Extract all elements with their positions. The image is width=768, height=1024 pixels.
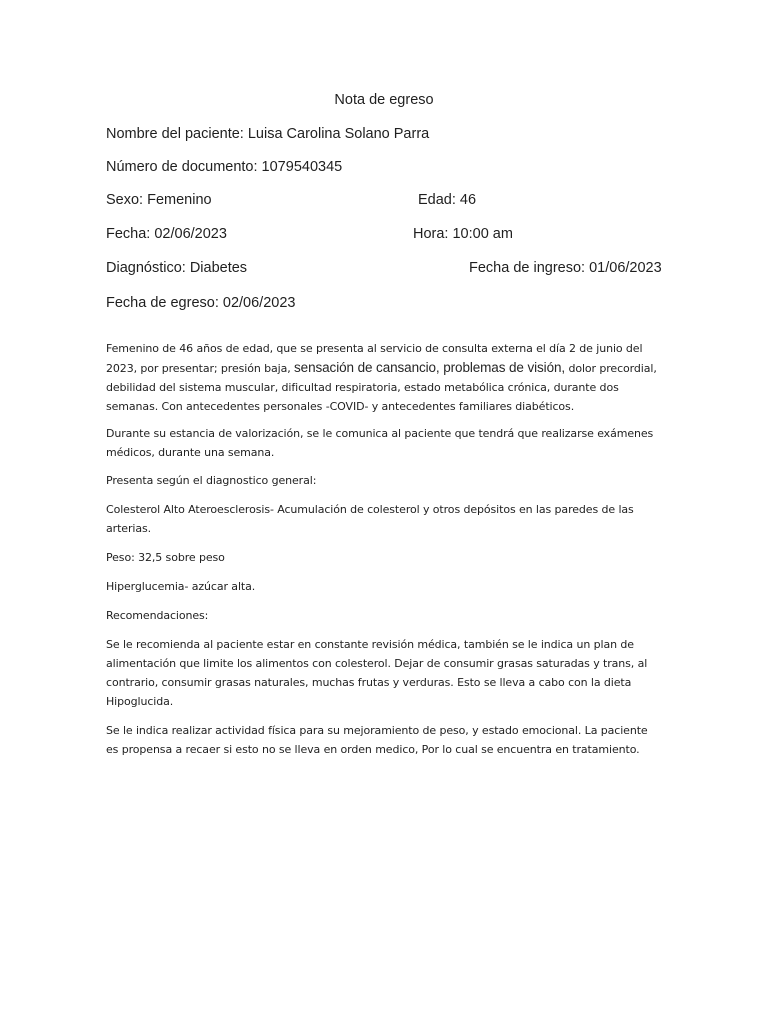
discharge-date: Fecha de egreso: 02/06/2023: [106, 295, 296, 311]
diagnosis: Diagnóstico: Diabetes: [106, 260, 248, 276]
admission-date: Fecha de ingreso: 01/06/2023: [469, 260, 662, 276]
hyperglycemia-text: Hiperglucemia- azúcar alta.: [106, 580, 256, 593]
paragraph-hyperglycemia: [106, 577, 662, 596]
history-text-symptoms: sensación de cansancio, problemas de visión,: [294, 360, 566, 375]
document-title: Nota de egreso: [334, 92, 434, 108]
note-date: Fecha: 02/06/2023: [106, 226, 227, 242]
paragraph-history: [106, 339, 662, 416]
stay-text: Durante su estancia de valorización, se le comunica al paciente que tendrá que realizarse exámenes médicos, durante una semana.: [106, 427, 654, 459]
paragraph-weight: [106, 548, 662, 567]
diagnosis-intro-text: Presenta según el diagnostico general:: [106, 474, 317, 487]
patient-age: Edad: 46: [418, 192, 477, 208]
patient-name: Nombre del paciente: Luisa Carolina Solano Parra: [106, 126, 430, 142]
note-time: Hora: 10:00 am: [413, 226, 513, 242]
recommendations-text: Se le recomienda al paciente estar en constante revisión médica, también se le indica un plan de alimentación que limite los alimentos con colesterol. Dejar de consumir grasas saturadas y trans, al contrario, consumir grasas naturales, muchas frutas y verduras. Esto se lleva a cabo con la dieta Hipoglucida.: [106, 638, 648, 708]
history-text-end: dolor precordial, debilidad del sistema muscular, dificultad respiratoria, estado metabólica crónica, durante dos semanas. Con antecedentes personales -COVID- y antecedentes familiares diabéticos.: [106, 362, 657, 413]
recommendations-heading-text: Recomendaciones:: [106, 609, 209, 622]
cholesterol-text: Colesterol Alto Ateroesclerosis- Acumulación de colesterol y otros depósitos en las paredes de las arterias.: [106, 503, 634, 535]
history-text-start: Femenino de 46 años de edad, que se presenta al servicio de consulta externa el día 2 de junio del 2023, por presentar; presión baja,: [106, 342, 643, 375]
patient-sex: Sexo: Femenino: [106, 192, 212, 208]
paragraph-cholesterol: [106, 500, 662, 538]
weight-text: Peso: 32,5 sobre peso: [106, 551, 225, 564]
paragraph-stay: [106, 424, 662, 462]
recommendations-heading: [106, 606, 662, 625]
document-number: Número de documento: 1079540345: [106, 159, 343, 175]
paragraph-activity: [106, 721, 662, 759]
activity-text: Se le indica realizar actividad física para su mejoramiento de peso, y estado emocional. La paciente es propensa a recaer si esto no se lleva en orden medico, Por lo cual se encuentra en tratamiento.: [106, 724, 648, 756]
paragraph-recommendations: [106, 635, 662, 711]
paragraph-diagnosis-intro: [106, 471, 662, 490]
